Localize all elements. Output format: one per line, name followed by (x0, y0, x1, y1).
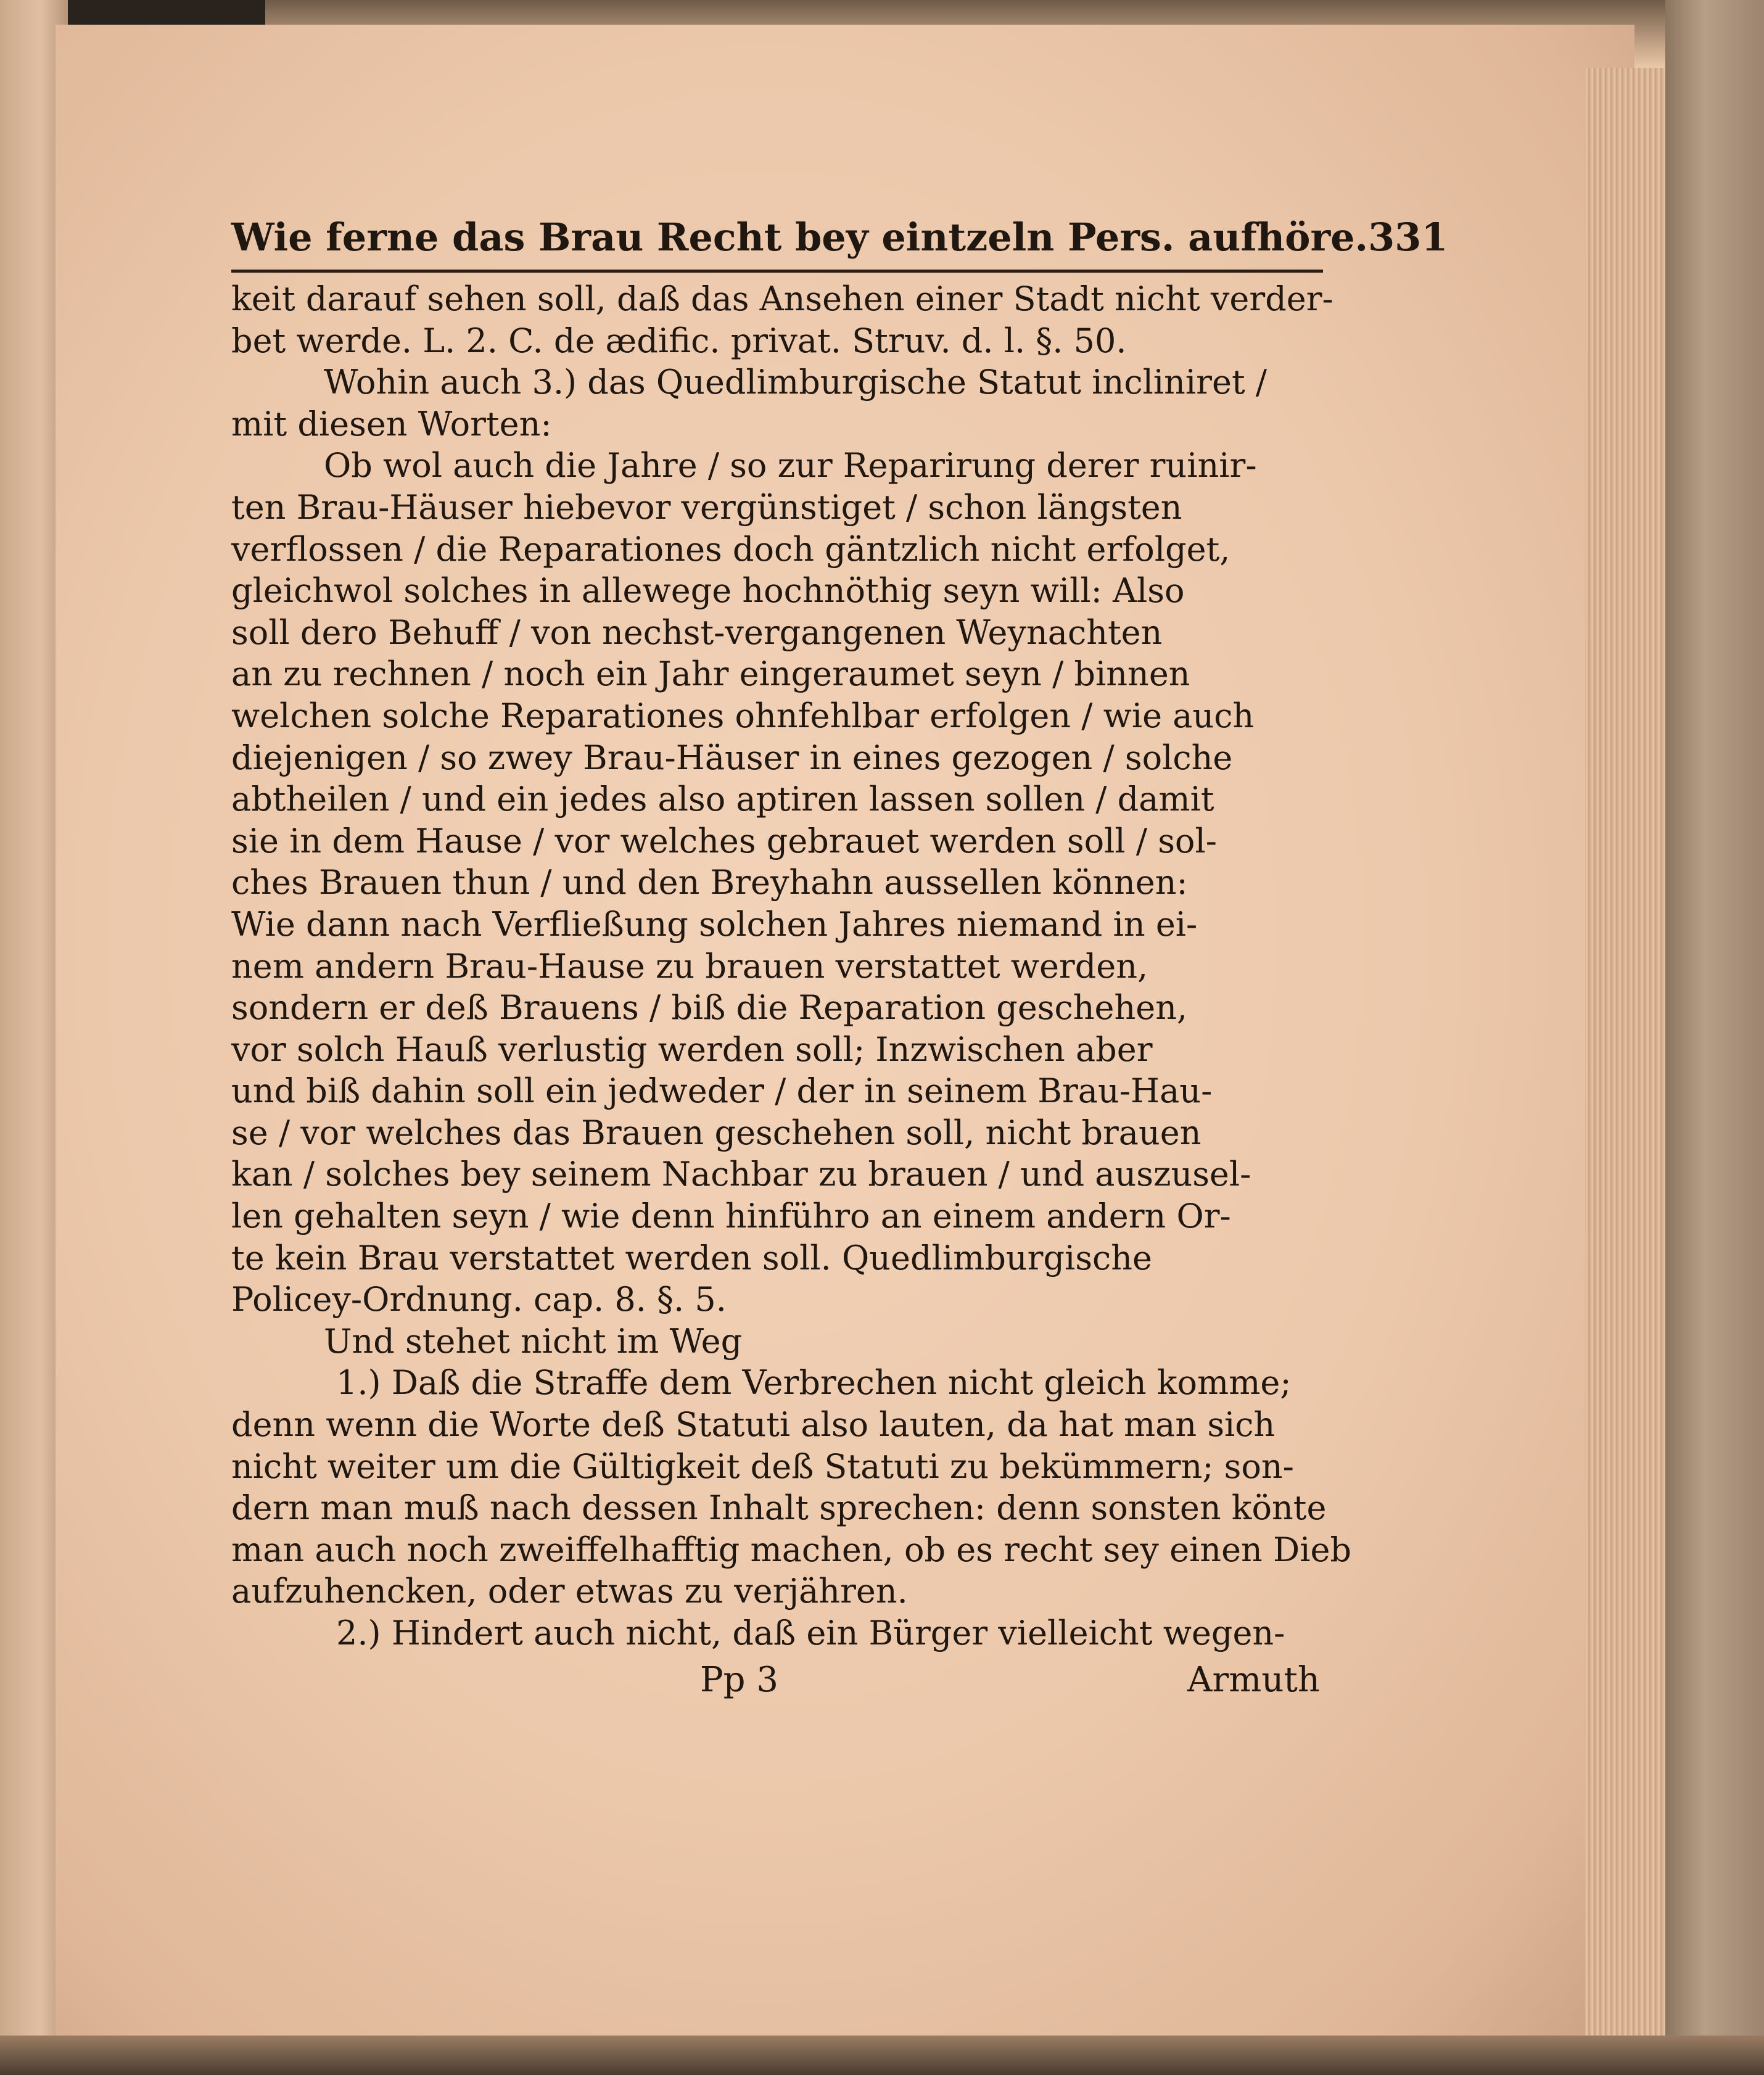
text-line: len gehalten seyn / wie denn hinführo an einem andern Or- (231, 1197, 1231, 1236)
fore-edge-leaves (1585, 68, 1665, 2042)
running-head (231, 213, 1448, 262)
signature-mark: Pp 3 (700, 1659, 778, 1700)
catchword: Armuth (1187, 1659, 1320, 1700)
page-text (231, 213, 1448, 1702)
text-line: sondern er deß Brauens / biß die Reparation geschehen, (231, 988, 1188, 1028)
text-line: Und stehet nicht im Weg (324, 1321, 743, 1361)
text-line: man auch noch zweiffelhafftig machen, ob es recht sey einen Dieb (231, 1530, 1352, 1569)
head-rule (231, 270, 1323, 273)
text-line: se / vor welches das Brauen geschehen soll, nicht brauen (231, 1113, 1201, 1152)
text-line: an zu rechnen / noch ein Jahr eingeraumet seyn / binnen (231, 654, 1190, 694)
running-title: Wie ferne das Brau Recht bey eintzeln Pers. aufhöre. (231, 215, 1369, 260)
text-line: sie in dem Hause / vor welches gebrauet werden soll / sol- (231, 821, 1217, 860)
text-line: ten Brau-Häuser hiebevor vergünstiget / schon längsten (231, 487, 1182, 527)
page-number: 331 (1368, 215, 1448, 260)
text-line: dern man muß nach dessen Inhalt sprechen: denn sonsten könte (231, 1488, 1327, 1528)
text-line: Wie dann nach Verfließung solchen Jahres niemand in ei- (231, 904, 1198, 944)
text-line: keit darauf sehen soll, daß das Ansehen einer Stadt nicht verder- (231, 279, 1333, 318)
text-line: Policey-Ordnung. cap. 8. §. 5. (231, 1280, 727, 1319)
page-footer (231, 1659, 1320, 1702)
text-line: nem andern Brau-Hause zu brauen verstattet werden, (231, 946, 1148, 986)
bottom-edge (0, 2036, 1764, 2075)
text-line: verflossen / die Reparationes doch gäntzlich nicht erfolget, (231, 529, 1230, 569)
text-line: und biß dahin soll ein jedweder / der in seinem Brau-Hau- (231, 1071, 1213, 1111)
text-line: 2.) Hindert auch nicht, daß ein Bürger vielleicht wegen- (336, 1614, 1285, 1652)
text-line: Wohin auch 3.) das Quedlimburgische Statut incliniret / (324, 363, 1267, 402)
text-line: vor solch Hauß verlustig werden soll; Inzwischen aber (231, 1029, 1153, 1069)
text-line: ches Brauen thun / und den Breyhahn aussellen können: (231, 863, 1188, 902)
text-line: nicht weiter um die Gültigkeit deß Statuti zu bekümmern; son- (231, 1446, 1294, 1486)
text-line: Ob wol auch die Jahre / so zur Reparirung derer ruinir- (324, 446, 1257, 485)
text-line: soll dero Behuff / von nechst-vergangenen Weynachten (231, 613, 1163, 652)
text-line: diejenigen / so zwey Brau-Häuser in eines gezogen / solche (231, 738, 1233, 777)
text-line: gleichwol solches in allewege hochnöthig seyn will: Also (231, 571, 1185, 611)
text-line: kan / solches bey seinem Nachbar zu brauen / und auszusel- (231, 1155, 1251, 1194)
text-line: denn wenn die Worte deß Statuti also lauten, da hat man sich (231, 1405, 1276, 1445)
text-line: te kein Brau verstattet werden soll. Quedlimburgische (231, 1238, 1153, 1277)
text-line: mit diesen Worten: (231, 404, 552, 443)
text-line: bet werde. L. 2. C. de ædific. privat. Struv. d. l. §. 50. (231, 321, 1127, 360)
text-line: abtheilen / und ein jedes also aptiren lassen sollen / damit (231, 780, 1214, 819)
book-cover (1665, 0, 1764, 2075)
text-line: aufzuhencken, oder etwas zu verjähren. (231, 1572, 908, 1611)
text-line: 1.) Daß die Straffe dem Verbrechen nicht gleich komme; (336, 1363, 1292, 1403)
text-line: welchen solche Reparationes ohnfehlbar erfolgen / wie auch (231, 696, 1255, 735)
